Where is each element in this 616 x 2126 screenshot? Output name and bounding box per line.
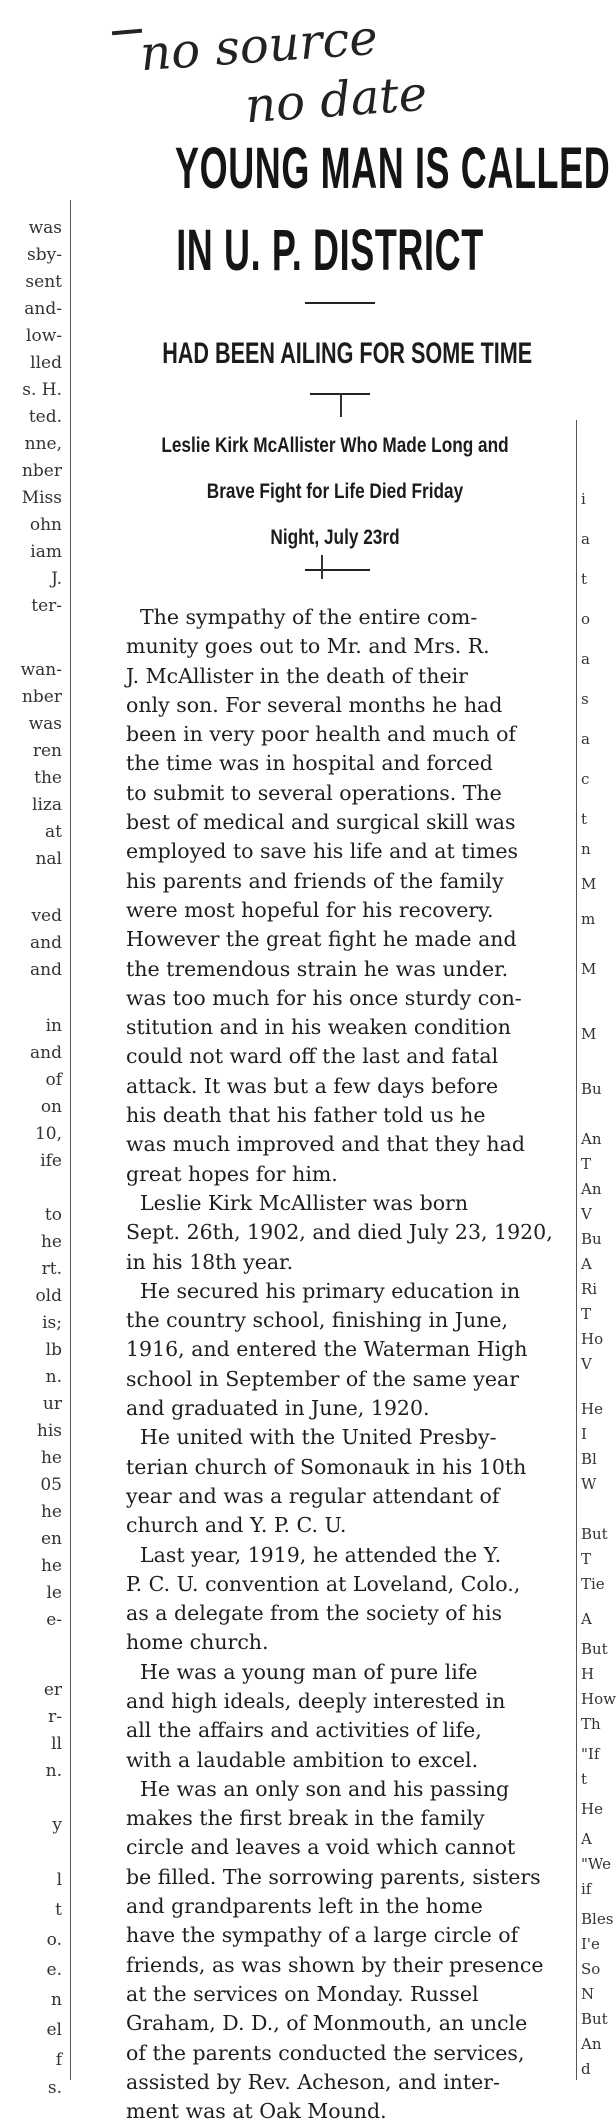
left-fragment: the [34, 768, 62, 788]
right-fragment: Ho [581, 1330, 604, 1348]
left-fragment: he [40, 1232, 62, 1252]
right-fragment: But [581, 1525, 608, 1543]
article-line: only son. For several months he had [126, 692, 503, 717]
article-line: the tremendous strain he was under. [126, 956, 509, 981]
left-fragment: ur [42, 1394, 62, 1414]
article-line: and grandparents left in the home [126, 1894, 483, 1919]
left-fragment: sent [25, 272, 62, 292]
left-fragment: lled [30, 353, 62, 373]
left-fragment: ohn [29, 515, 62, 535]
right-fragment: t [581, 810, 588, 828]
right-fragment: He [581, 1800, 603, 1818]
left-fragment: he [40, 1556, 62, 1576]
article-line: makes the first break in the family [126, 1806, 485, 1831]
divider-rule [305, 302, 375, 304]
divider-rule [305, 569, 370, 571]
right-fragment: W [581, 1475, 597, 1493]
article-line: of the parents conducted the services, [126, 2040, 525, 2065]
article-line: He secured his primary education in [140, 1278, 521, 1303]
right-fragment: d [581, 2060, 591, 2078]
right-fragment: H [581, 1665, 595, 1683]
right-fragment: c [581, 770, 590, 788]
article-line: to submit to several operations. The [126, 780, 502, 805]
left-fragment: s. [47, 2078, 62, 2098]
left-fragment: low- [26, 326, 62, 346]
left-fragment: n. [45, 1761, 62, 1781]
left-fragment: ren [32, 741, 62, 761]
left-fragment: Miss [21, 488, 62, 508]
right-fragment: a [581, 650, 590, 668]
deck-line: Leslie Kirk McAllister Who Made Long and [161, 434, 509, 457]
left-fragment: en [40, 1529, 62, 1549]
left-fragment: is; [42, 1313, 62, 1333]
right-fragment: He [581, 1400, 603, 1418]
left-fragment: was [28, 714, 62, 734]
right-fragment: o [581, 610, 591, 628]
left-fragment: nber [21, 687, 62, 707]
right-column-rule [576, 420, 577, 2080]
left-fragment: ife [40, 1151, 62, 1171]
article-line: church and Y. P. C. U. [126, 1513, 347, 1538]
right-fragment: n [581, 840, 591, 858]
left-fragment: 05 [40, 1475, 62, 1495]
article-line: assisted by Rev. Acheson, and inter- [126, 2069, 500, 2094]
article-line: home church. [126, 1630, 269, 1655]
right-fragment: An [581, 2035, 602, 2053]
headline-line-2: IN U. P. DISTRICT [176, 218, 484, 283]
left-fragment: at [45, 822, 62, 842]
article-line: He united with the United Presby- [140, 1425, 497, 1450]
article-line: year and was a regular attendant of [126, 1483, 500, 1508]
left-fragment: e. [46, 1960, 62, 1980]
article-line: were most hopeful for his recovery. [126, 897, 494, 922]
right-fragment: s [581, 690, 589, 708]
article-line: Graham, D. D., of Monmouth, an uncle [126, 2011, 528, 2036]
right-fragment: Tie [581, 1575, 605, 1593]
left-fragment: of [45, 1070, 62, 1090]
article-line: the time was in hospital and forced [126, 751, 493, 776]
right-fragment: But [581, 1640, 608, 1658]
right-fragment: "If [581, 1745, 600, 1763]
left-fragment: nne, [24, 434, 62, 454]
divider-tick [340, 393, 342, 417]
right-fragment: T [581, 1550, 592, 1568]
deck-line: Night, July 23rd [270, 526, 400, 549]
right-fragment: M [581, 875, 597, 893]
left-fragment: lb [45, 1340, 62, 1360]
left-fragment: el [46, 2020, 62, 2040]
article-line: He was an only son and his passing [140, 1776, 510, 1801]
right-fragment: But [581, 2010, 608, 2028]
left-fragment: l [56, 1870, 62, 1890]
right-fragment: t [581, 570, 588, 588]
right-fragment: A [581, 1830, 592, 1848]
article-line: his parents and friends of the family [126, 868, 504, 893]
left-fragment: to [44, 1205, 62, 1225]
article-line: friends, as was shown by their presence [126, 1952, 544, 1977]
right-fragment: "We [581, 1855, 611, 1873]
right-fragment: Ri [581, 1280, 598, 1298]
article-line: all the affairs and activities of life, [126, 1718, 482, 1743]
article-line: P. C. U. convention at Loveland, Colo., [126, 1571, 521, 1596]
subheadline: HAD BEEN AILING FOR SOME TIME [162, 337, 533, 370]
right-fragment: V [581, 1205, 592, 1223]
article-line: ment was at Oak Mound. [126, 2099, 387, 2124]
left-fragment: f [55, 2050, 62, 2070]
left-fragment: old [35, 1286, 62, 1306]
article-line: employed to save his life and at times [126, 839, 519, 864]
left-fragment: was [28, 218, 62, 238]
left-fragment: liza [32, 795, 62, 815]
left-fragment: J. [51, 569, 62, 589]
article-line: The sympathy of the entire com- [140, 605, 478, 629]
left-fragment: iam [30, 542, 62, 562]
right-fragment: Bl [581, 1450, 597, 1468]
divider-tick [321, 555, 323, 579]
article-line: He was a young man of pure life [140, 1659, 478, 1684]
article-line: best of medical and surgical skill was [126, 810, 516, 835]
right-fragment: a [581, 530, 590, 548]
article-line: been in very poor health and much of [126, 722, 517, 747]
left-fragment: he [40, 1448, 62, 1468]
article-line: However the great fight he made and [126, 927, 517, 952]
right-fragment: i [581, 490, 586, 508]
right-fragment: Th [581, 1715, 601, 1733]
article-line: attack. It was but a few days before [126, 1073, 499, 1098]
right-fragment: So [581, 1960, 601, 1978]
right-fragment: I [581, 1425, 587, 1443]
left-fragment: ted. [28, 407, 62, 427]
article-line: great hopes for him. [126, 1161, 338, 1186]
left-fragment: rt. [41, 1259, 62, 1279]
right-fragment: Bles [581, 1910, 614, 1928]
left-fragment: n. [45, 1367, 62, 1387]
article-line: and high ideals, deeply interested in [126, 1688, 506, 1713]
left-fragment: 10, [34, 1124, 62, 1144]
left-fragment: his [36, 1421, 62, 1441]
handwritten-note-source: no source [138, 9, 380, 83]
left-fragment: r- [48, 1707, 62, 1727]
article-line: Leslie Kirk McAllister was born [140, 1190, 469, 1215]
right-fragment: t [581, 1770, 588, 1788]
left-fragment: ter- [31, 596, 62, 616]
article-line: was much improved and that they had [126, 1132, 525, 1157]
left-fragment: n [51, 1990, 62, 2010]
right-fragment: T [581, 1305, 592, 1323]
article-line: terian church of Somonauk in his 10th [126, 1454, 527, 1479]
article-line: munity goes out to Mr. and Mrs. R. [126, 634, 490, 659]
left-column-rule [70, 200, 71, 2080]
article-line: school in September of the same year [126, 1366, 520, 1391]
left-fragment: wan- [20, 660, 62, 680]
left-fragment: he [40, 1502, 62, 1522]
left-fragment: in [45, 1016, 62, 1036]
left-fragment: t [55, 1900, 62, 1920]
right-fragment: N [581, 1985, 595, 2003]
article-line: the country school, finishing in June, [126, 1308, 509, 1333]
left-fragment: sby- [27, 245, 62, 265]
left-fragment: er [43, 1680, 62, 1700]
left-fragment: ved [31, 906, 62, 926]
left-fragment: s. H. [22, 380, 62, 400]
left-fragment: and [30, 1043, 62, 1063]
right-fragment: M [581, 1025, 597, 1043]
left-fragment: and [30, 960, 62, 980]
left-fragment: le [46, 1583, 62, 1603]
left-fragment: nber [21, 461, 62, 481]
article-line: as a delegate from the society of his [126, 1601, 503, 1626]
right-fragment: if [581, 1880, 592, 1898]
article-line: Sept. 26th, 1902, and died July 23, 1920, [126, 1220, 553, 1245]
article-line: have the sympathy of a large circle of [126, 1923, 519, 1948]
right-fragment: T [581, 1155, 592, 1173]
article-line: circle and leaves a void which cannot [126, 1835, 516, 1860]
headline-line-1: YOUNG MAN IS CALLED [175, 136, 611, 201]
article-line: J. McAllister in the death of their [126, 663, 468, 688]
right-fragment: A [581, 1610, 592, 1628]
article-line: Last year, 1919, he attended the Y. [140, 1542, 502, 1567]
left-fragment: y [52, 1815, 62, 1835]
article-line: with a laudable ambition to excel. [126, 1747, 479, 1772]
right-fragment: a [581, 730, 590, 748]
right-fragment: M [581, 960, 597, 978]
left-fragment: and [30, 933, 62, 953]
article-line: in his 18th year. [126, 1249, 294, 1274]
left-fragment: on [40, 1097, 62, 1117]
right-fragment: m [581, 910, 596, 928]
article-line: stitution and in his weaken condition [126, 1015, 511, 1040]
article-line: could not ward off the last and fatal [126, 1044, 499, 1069]
right-fragment: How [581, 1690, 616, 1708]
article-line: at the services on Monday. Russel [126, 1981, 479, 2006]
article-body [126, 603, 586, 2126]
handwritten-note-date: no date [243, 65, 429, 135]
right-fragment: Bu [581, 1230, 602, 1248]
right-fragment: An [581, 1130, 602, 1148]
left-fragment: e- [46, 1610, 62, 1630]
article-line: be filled. The sorrowing parents, sisters [126, 1864, 541, 1889]
deck-line: Brave Fight for Life Died Friday [206, 480, 464, 503]
article-line: was too much for his once sturdy con- [126, 985, 522, 1010]
left-fragment: nal [35, 849, 62, 869]
right-fragment: Bu [581, 1080, 602, 1098]
left-fragment: and- [24, 299, 62, 319]
right-fragment: An [581, 1180, 602, 1198]
left-fragment: o. [46, 1930, 62, 1950]
right-fragment: I'e [581, 1935, 600, 1953]
article-line: his death that his father told us he [126, 1103, 486, 1128]
deck [138, 423, 532, 561]
right-fragment: A [581, 1255, 592, 1273]
right-fragment: V [581, 1355, 592, 1373]
article-line: and graduated in June, 1920. [126, 1396, 430, 1421]
left-fragment: ll [51, 1734, 62, 1754]
article-line: 1916, and entered the Waterman High [126, 1337, 528, 1362]
